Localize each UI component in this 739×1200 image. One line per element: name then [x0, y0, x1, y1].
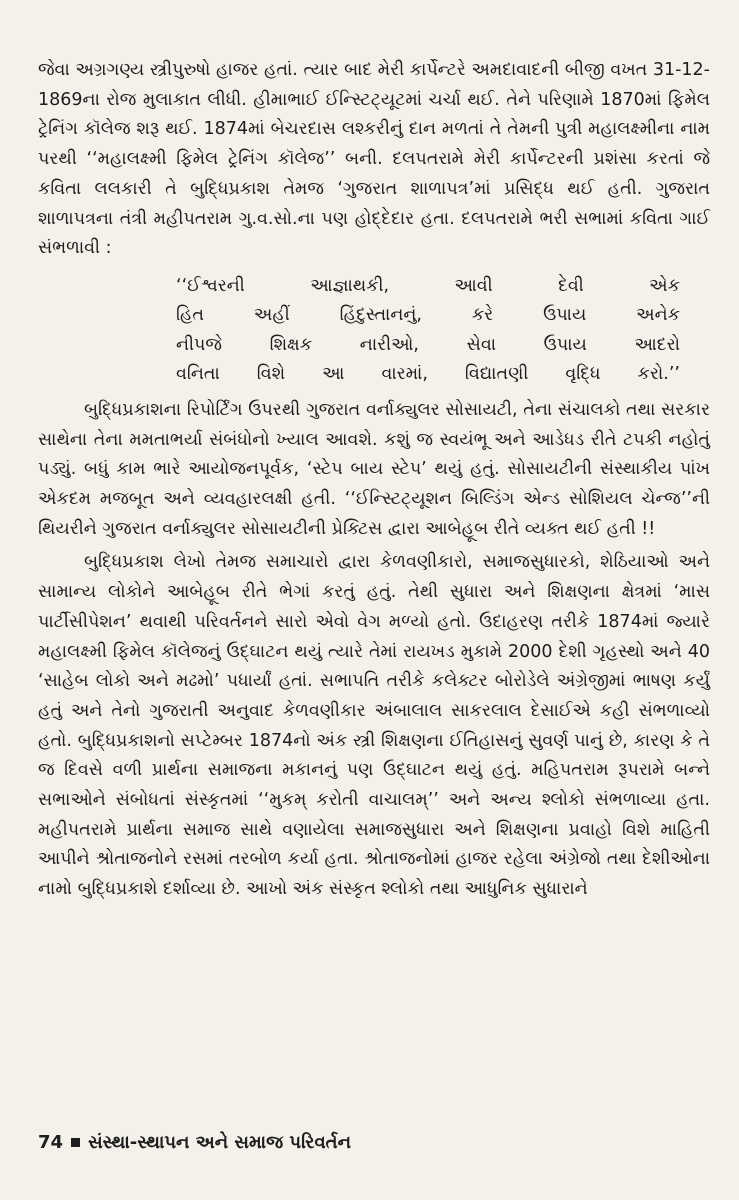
poem-line-4: વનિતા વિશે આ વારમાં, વિદ્યાતણી વૃદ્ધિ કરો.’’: [176, 364, 680, 385]
page-footer: [38, 1132, 351, 1153]
paragraph-1: જેવા અગ્રગણ્ય સ્ત્રીપુરુષો હાજર હતાં. ત્યાર બાદ મેરી કાર્પેન્ટરે અમદાવાદની બીજી વખત 31-12-1869ના રોજ મુલાકાત લીધી. હીમાભાઈ ઈન્સ્ટિટ્યૂટમાં ચર્ચા થઈ. તેને પરિણામે 1870માં ફિમેલ ટ્રેનિંગ કૉલેજ શરૂ થઈ. 1874માં બેચરદાસ લશ્કરીનું દાન મળતાં તે તેમની પુત્રી મહાલક્ષ્મીના નામ પરથી ‘‘મહાલક્ષ્મી ફિમેલ ટ્રેનિંગ કૉલેજ’’ બની. દલપતરામે મેરી કાર્પેન્ટરની પ્રશંસા કરતાં જે કવિતા લલકારી તે બુદ્ધિપ્રકાશ તેમજ ‘ગુજરાત શાળાપત્ર’માં પ્રસિદ્ધ થઈ હતી. ગુજરાત શાળાપત્રના તંત્રી મહીપતરામ ગુ.વ.સો.ના પણ હોદ્દેદાર હતા. દલપતરામે ભરી સભામાં કવિતા ગાઈ સંભળાવી :: [38, 60, 710, 259]
poem-line-2: હિત અહીં હિંદુસ્તાનનું, કરે ઉપાય અનેક: [176, 305, 680, 326]
poem-line-1: ‘‘ઈશ્વરની આજ્ઞાથકી, આવી દેવી એક: [176, 275, 680, 296]
page-number: 74: [38, 1132, 64, 1153]
body-text: [38, 56, 710, 905]
paragraph-3: બુદ્ધિપ્રકાશ લેખો તેમજ સમાચારો દ્વારા કેળવણીકારો, સમાજસુધારકો, શેઠિયાઓ અને સામાન્ય લોકોને આબેહૂબ રીતે ભેગાં કરતું હતું. તેથી સુધારા અને શિક્ષણના ક્ષેત્રમાં ‘માસ પાર્ટીસીપેશન’ થવાથી પરિવર્તનને સારો એવો વેગ મળ્યો હતો. ઉદાહરણ તરીકે 1874માં જ્યારે મહાલક્ષ્મી ફિમેલ કૉલેજનું ઉદ્‌ઘાટન થયું ત્યારે તેમાં રાયખડ મુકામે 2000 દેશી ગૃહસ્થો અને 40 ‘સાહેબ લોકો અને મઢમો’ પધાર્યાં હતાં. સભાપતિ તરીકે કલેક્ટર બોરોડેલે અંગ્રેજીમાં ભાષણ કર્યું હતું અને તેનો ગુજરાતી અનુવાદ કેળવણીકાર અંબાલાલ સાકરલાલ દેસાઈએ કહી સંભળાવ્યો હતો. બુદ્ધિપ્રકાશનો સપ્ટેમ્બર 1874નો અંક સ્ત્રી શિક્ષણના ઈતિહાસનું સુવર્ણ પાનું છે, કારણ કે તે જ દિવસે વળી પ્રાર્થના સમાજના મકાનનું પણ ઉદ્‌ઘાટન થયું હતું. મહિપતરામ રૂપરામે બન્ને સભાઓને સંબોધતાં સંસ્કૃતમાં ‘‘મુકમ્ કરોતી વાચાલમ્’’ અને અન્ય શ્લોકો સંભળાવ્યા હતા. મહીપતરામે પ્રાર્થના સમાજ સાથે વણાયેલા સમાજસુધારા અને શિક્ષણના પ્રવાહો વિશે માહિતી આપીને શ્રોતાજનોને રસમાં તરબોળ કર્યા હતા. શ્રોતાજનોમાં હાજર રહેલા અંગ્રેજો તથા દેશીઓના નામો બુદ્ધિપ્રકાશે દર્શાવ્યા છે. આખો અંક સંસ્કૃત શ્લોકો તથા આધુનિક સુધારાને: [38, 552, 710, 900]
paragraph-2: બુદ્ધિપ્રકાશના રિપોર્ટિંગ ઉપરથી ગુજરાત વર્નાક્યુલર સોસાયટી, તેના સંચાલકો તથા સરકાર સાથેના તેના મમતાભર્યા સંબંધોનો ખ્યાલ આવશે. કશું જ સ્વયંભૂ અને આડેધડ રીતે ટપકી નહોતું પડ્યું. બધું કામ ભારે આયોજનપૂર્વક, ‘સ્ટેપ બાય સ્ટેપ’ થયું હતું. સોસાયટીની સંસ્થાકીય પાંખ એકદમ મજબૂત અને વ્યવહારલક્ષી હતી. ‘‘ઈન્સ્ટિટ્યૂશન બિલ્ડિંગ એન્ડ સોશિયલ ચેન્જ’’ની થિયરીને ગુજરાત વર્નાક્યુલર સોસાયટીની પ્રેક્ટિસ દ્વારા આબેહૂબ રીતે વ્યક્ત થઈ હતી !!: [38, 399, 710, 539]
square-bullet-icon: [71, 1138, 80, 1147]
running-title: સંસ્થા-સ્થાપન અને સમાજ પરિવર્તન: [88, 1132, 351, 1153]
poem-line-3: નીપજે શિક્ષક નારીઓ, સેવા ઉપાય આદરો: [176, 334, 680, 355]
poem-block: [38, 272, 710, 390]
